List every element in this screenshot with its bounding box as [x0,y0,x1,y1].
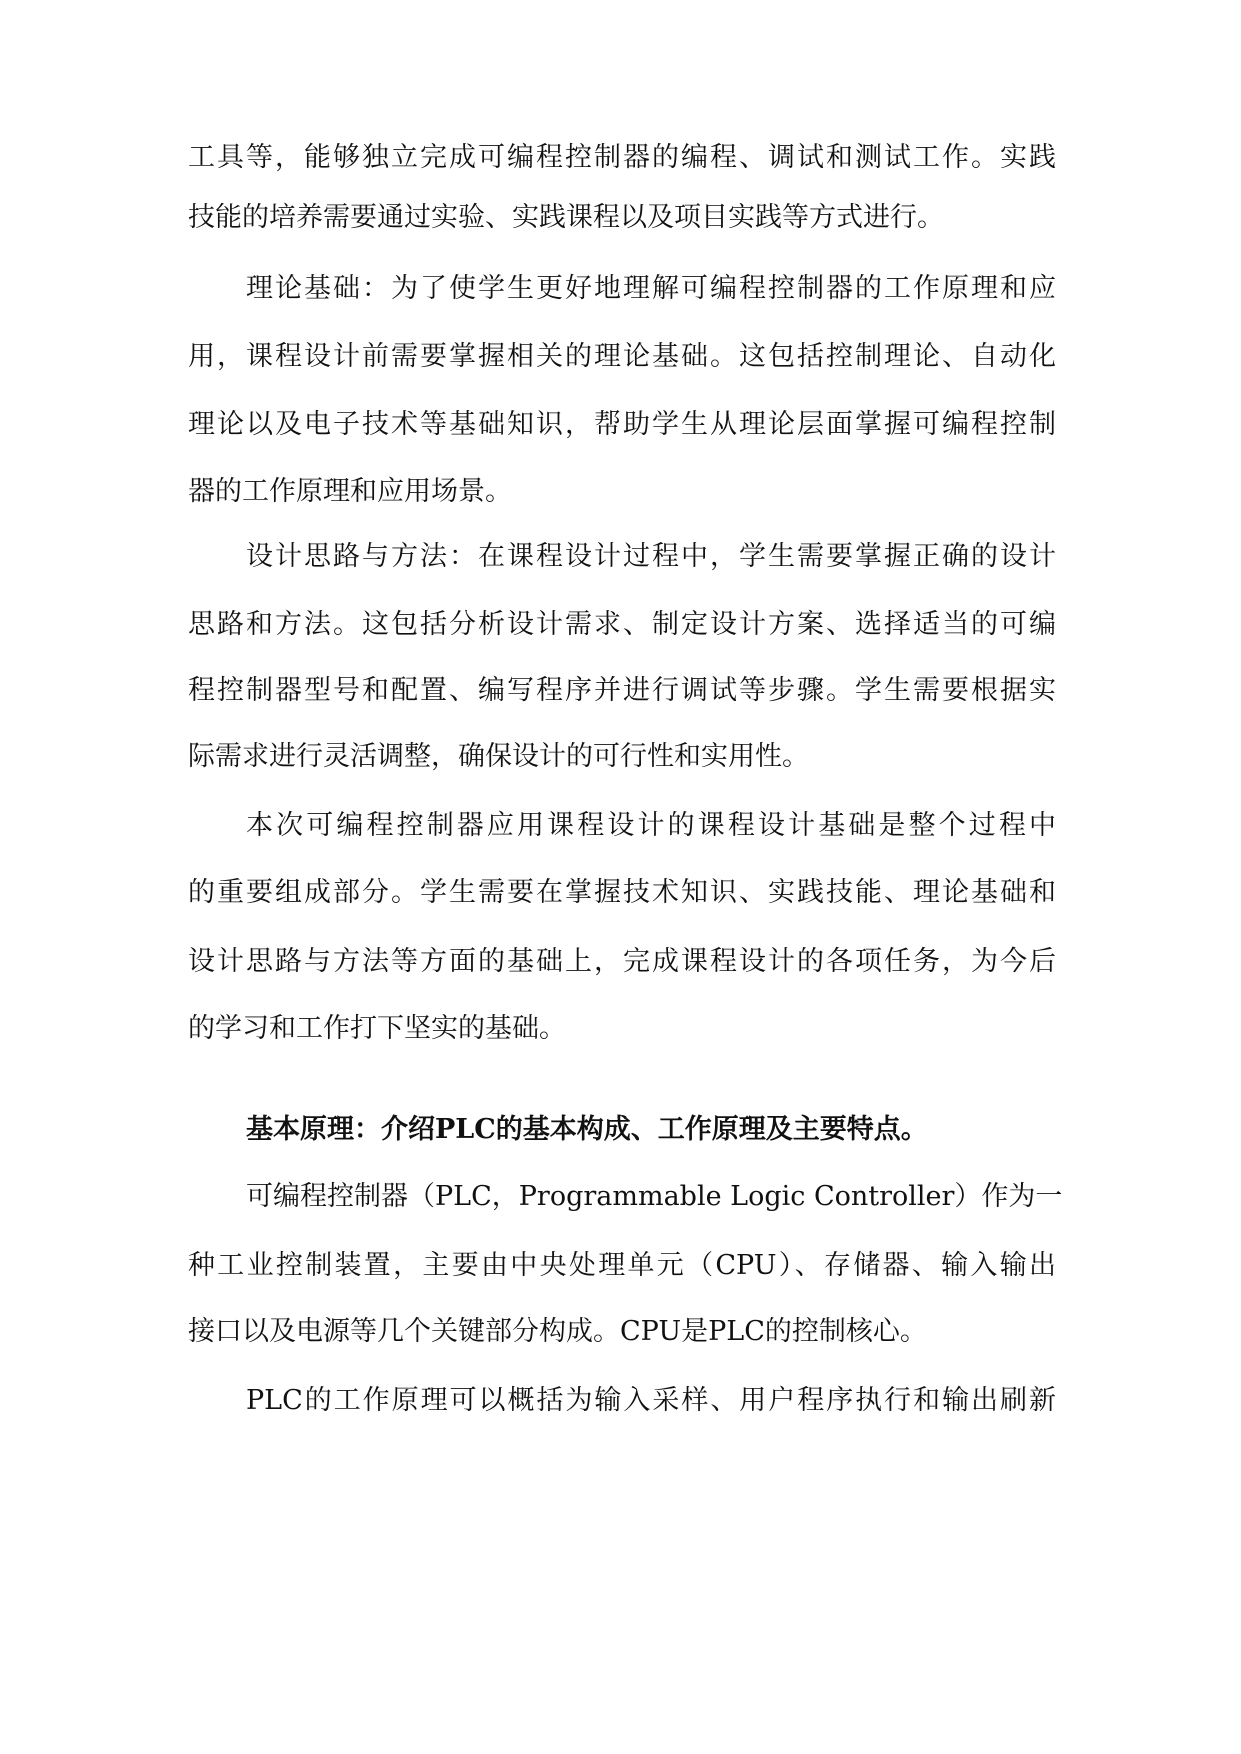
text-line: 程控制器型号和配置、编写程序并进行调试等步骤。学生需要根据实 [188,675,1056,706]
text-line: 设计思路与方法：在课程设计过程中，学生需要掌握正确的设计 [246,541,1056,572]
text-line: 理论基础：为了使学生更好地理解可编程控制器的工作原理和应 [246,273,1056,304]
text-line: 理论以及电子技术等基础知识，帮助学生从理论层面掌握可编程控制 [188,409,1056,440]
text-line: 工具等，能够独立完成可编程控制器的编程、调试和测试工作。实践 [188,142,1056,173]
text-line: 际需求进行灵活调整，确保设计的可行性和实用性。 [188,741,809,772]
text-line: 技能的培养需要通过实验、实践课程以及项目实践等方式进行。 [188,202,944,233]
text-line: 本次可编程控制器应用课程设计的课程设计基础是整个过程中 [246,810,1056,841]
text-line: 可编程控制器（PLC，Programmable Logic Controller）作为一 [246,1181,1063,1212]
section-heading: 基本原理：介绍PLC的基本构成、工作原理及主要特点。 [246,1114,928,1145]
text-line: 设计思路与方法等方面的基础上，完成课程设计的各项任务，为今后 [188,946,1056,977]
text-line: 器的工作原理和应用场景。 [188,476,512,507]
text-line: 用，课程设计前需要掌握相关的理论基础。这包括控制理论、自动化 [188,341,1056,372]
text-line: PLC的工作原理可以概括为输入采样、用户程序执行和输出刷新 [246,1385,1056,1416]
text-line: 种工业控制装置，主要由中央处理单元（CPU）、存储器、输入输出 [188,1250,1056,1281]
text-line: 思路和方法。这包括分析设计需求、制定设计方案、选择适当的可编 [188,609,1056,640]
text-line: 的学习和工作打下坚实的基础。 [188,1013,566,1044]
text-line: 接口以及电源等几个关键部分构成。CPU是PLC的控制核心。 [188,1316,927,1347]
text-line: 的重要组成部分。学生需要在掌握技术知识、实践技能、理论基础和 [188,877,1056,908]
